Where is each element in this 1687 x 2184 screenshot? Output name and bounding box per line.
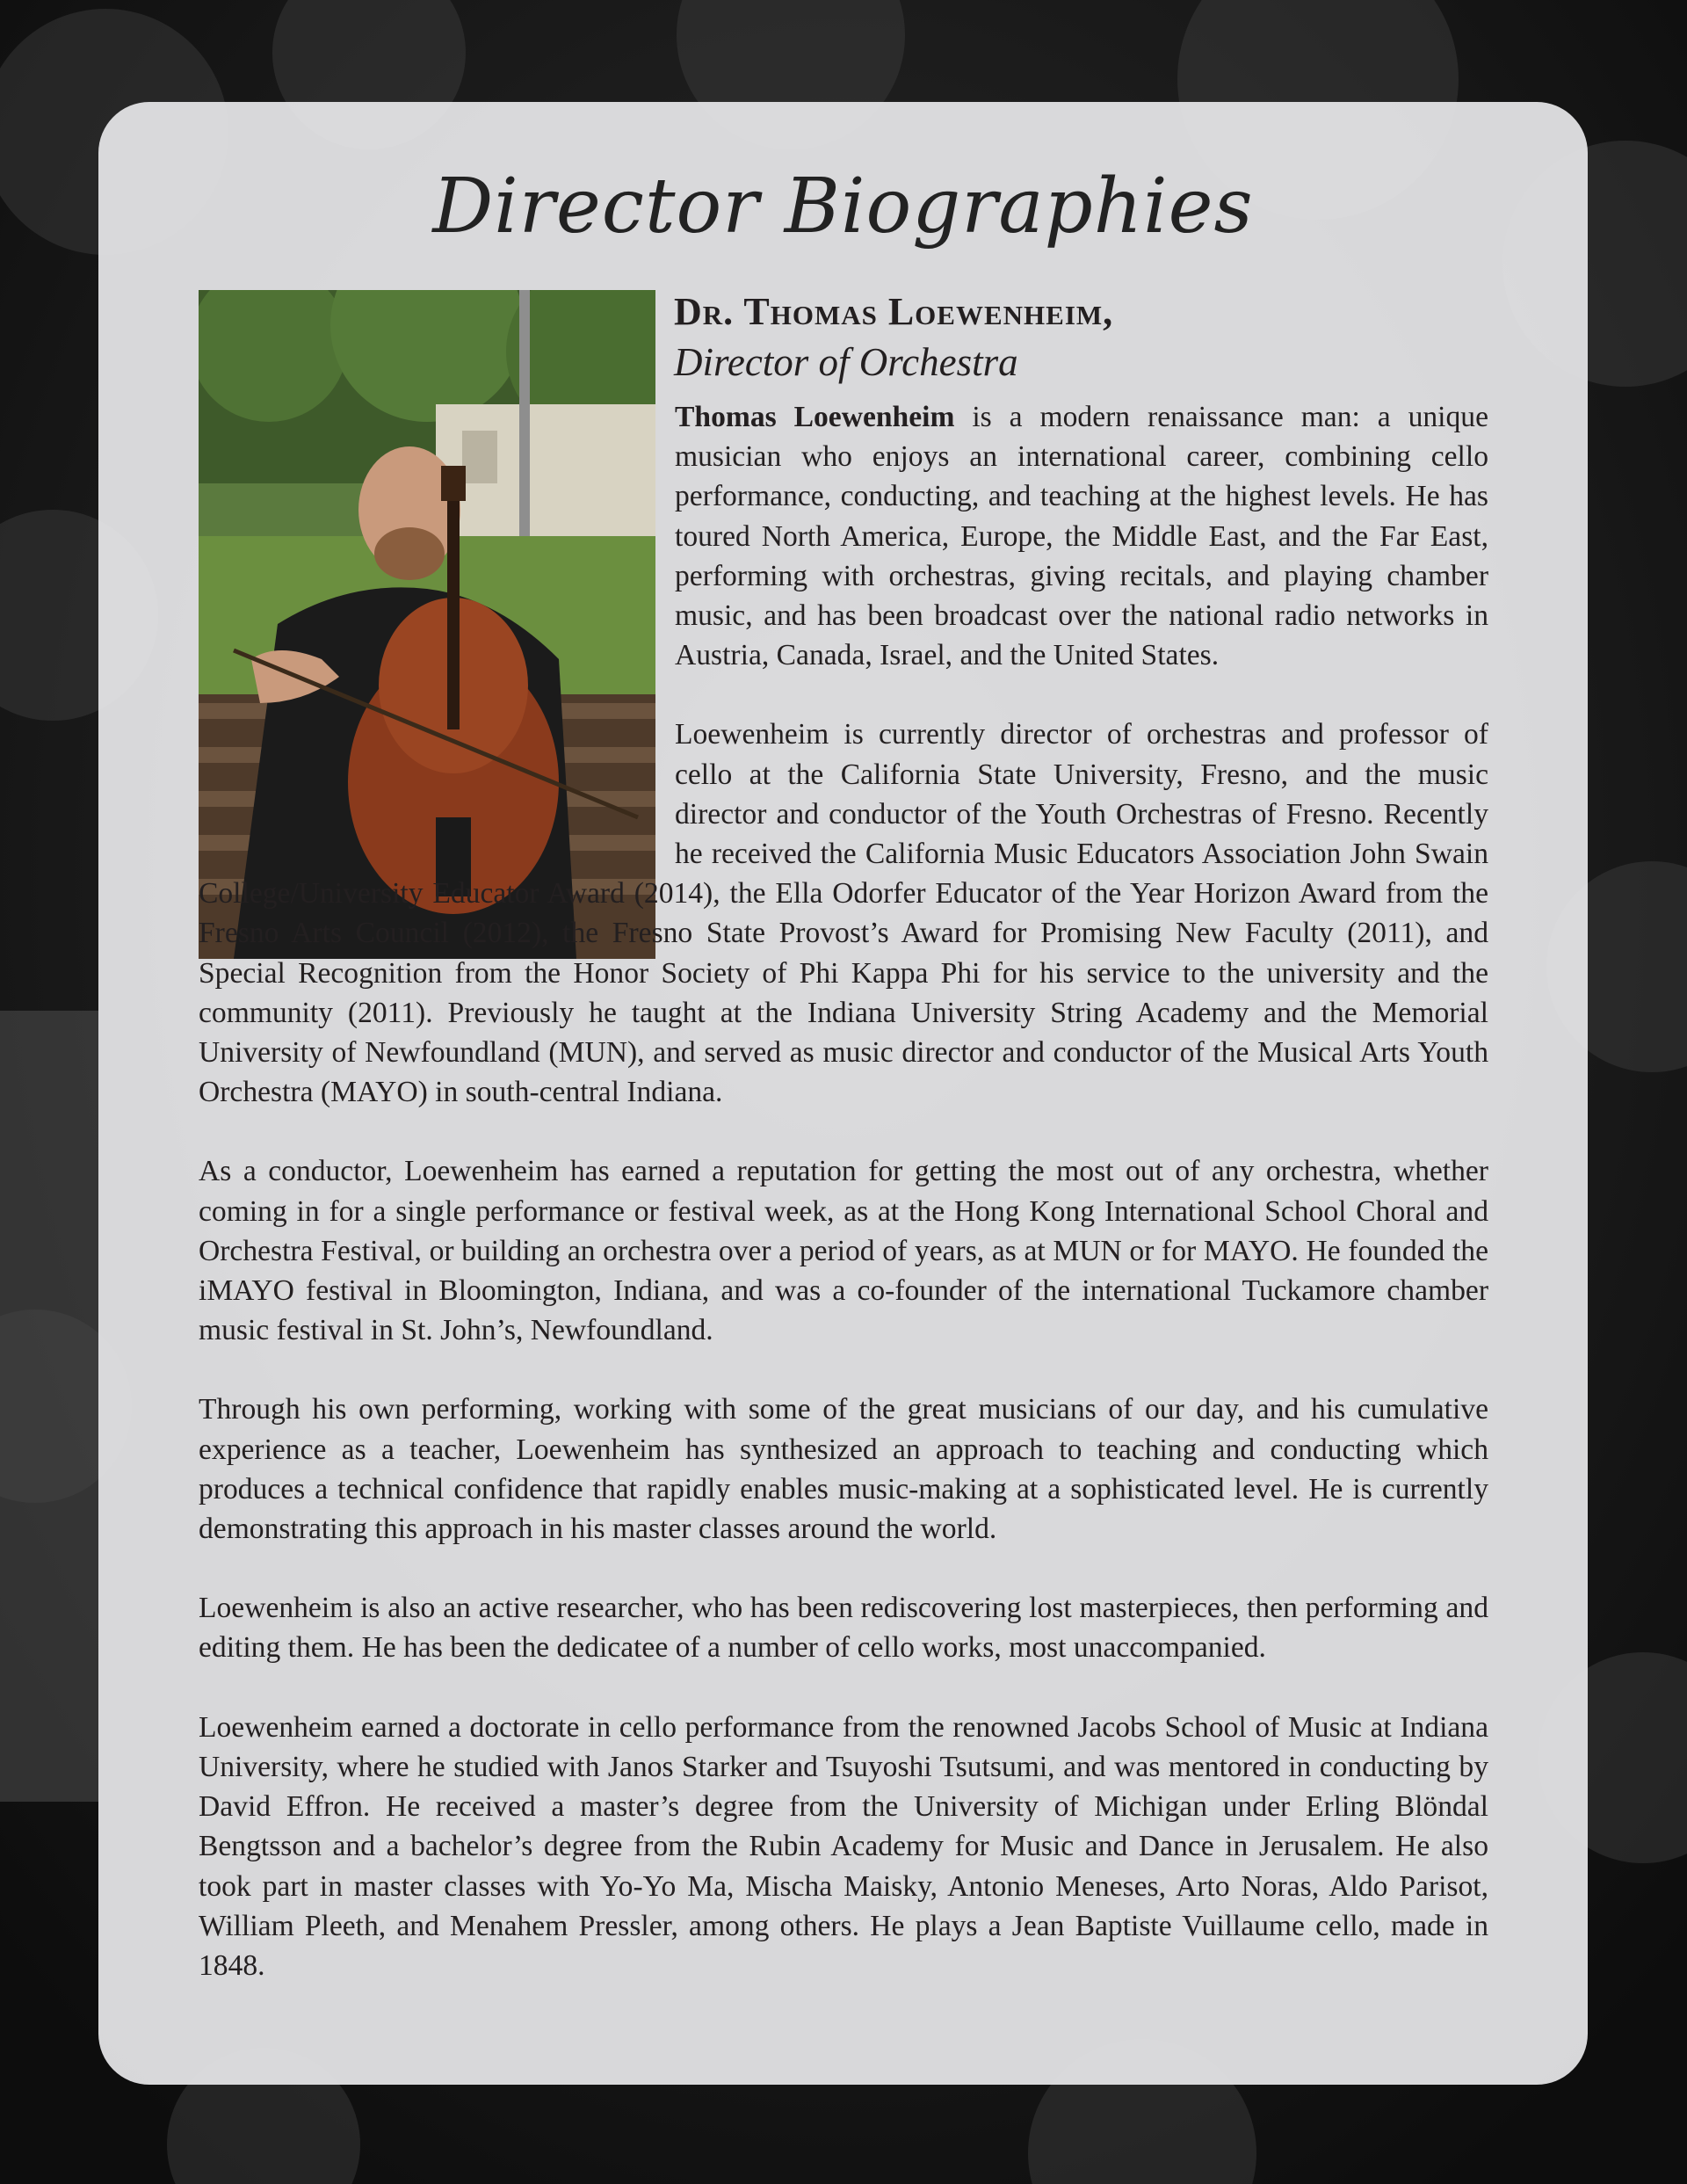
director-role: Director of Orchestra xyxy=(674,340,1018,384)
bio-paragraph: Loewenheim is also an active researcher, who has been rediscovering lost masterpieces, then performing and editing them. He has been the dedicatee of a number of cello works, most unaccompanied. xyxy=(199,1592,1488,1665)
bio-paragraph: As a conductor, Loewenheim has earned a reputation for getting the most out of any orchestra, whether coming in for a single performance or festival week, as at the Hong Kong International School Choral and Orchestra Festival, or building an orchestra over a period of years, as at MUN or for MAYO. He founded the iMAYO festival in Bloomington, Indiana, and was a co-founder of the international Tuckamore chamber music festival in St. John’s, Newfoundland. xyxy=(199,1155,1488,1347)
bio-paragraph: Loewenheim earned a doctorate in cello performance from the renowned Jacobs School of Music at Indiana University, where he studied with Janos Starker and Tsuyoshi Tsutsumi, and was mentored in conducting by David Effron. He received a master’s degree from the University of Michigan under Erling Blöndal Bengtsson and a bachelor’s degree from the Rubin Academy for Music and Dance in Jerusalem. He also took part in master classes with Yo-Yo Ma, Mischa Maisky, Antonio Meneses, Arto Noras, Aldo Parisot, William Pleeth, and Menahem Pressler, among others. He plays a Jean Baptiste Vuillaume cello, made in 1848. xyxy=(199,1710,1488,1982)
director-name: Dr. Thomas Loewenheim, xyxy=(674,290,1114,333)
bio-paragraph: Through his own performing, working with some of the great musicians of our day, and his cumulative experience as a teacher, Loewenheim has synthesized an approach to teaching and conducting which produces a technical confidence that rapidly enables music-making at a sophisticated level. He is currently demonstrating this approach in his master classes around the world. xyxy=(199,1393,1488,1546)
bio-paragraph-text: is a modern renaissance man: a unique musician who enjoys an international career, combining cello performance, conducting, and teaching at the highest levels. He has toured North America, Europe, the Middle East, and the Far East, performing with orchestras, giving recitals, and playing chamber music, and has been broadcast over the national radio networks in Austria, Canada, Israel, and the United States. xyxy=(675,401,1488,672)
biography-panel xyxy=(98,102,1588,2085)
page-title: Director Biographies xyxy=(432,163,1254,250)
biography-text xyxy=(199,397,1488,2025)
bio-paragraph: Loewenheim is currently director of orchestras and professor of cello at the California State University, Fresno, and the music director and conductor of the Youth Orchestras of Fresno. Recently he received the California Music Educators Association John Swain College/University Educator Award (2014), the Ella Odorfer Educator of the Year Horizon Award from the Fresno Arts Council (2012), the Fresno State Provost’s Award for Promising New Faculty (2011), and Special Recognition from the Honor Society of Phi Kappa Phi for his service to the university and the community (2011). Previously he taught at the Indiana University String Academy and the Memorial University of Newfoundland (MUN), and served as music director and conductor of the Musical Arts Youth Orchestra (MAYO) in south-central Indiana. xyxy=(199,718,1488,1109)
photo-wrap-spacer xyxy=(199,283,675,845)
bio-lead-name: Thomas Loewenheim xyxy=(675,401,955,433)
